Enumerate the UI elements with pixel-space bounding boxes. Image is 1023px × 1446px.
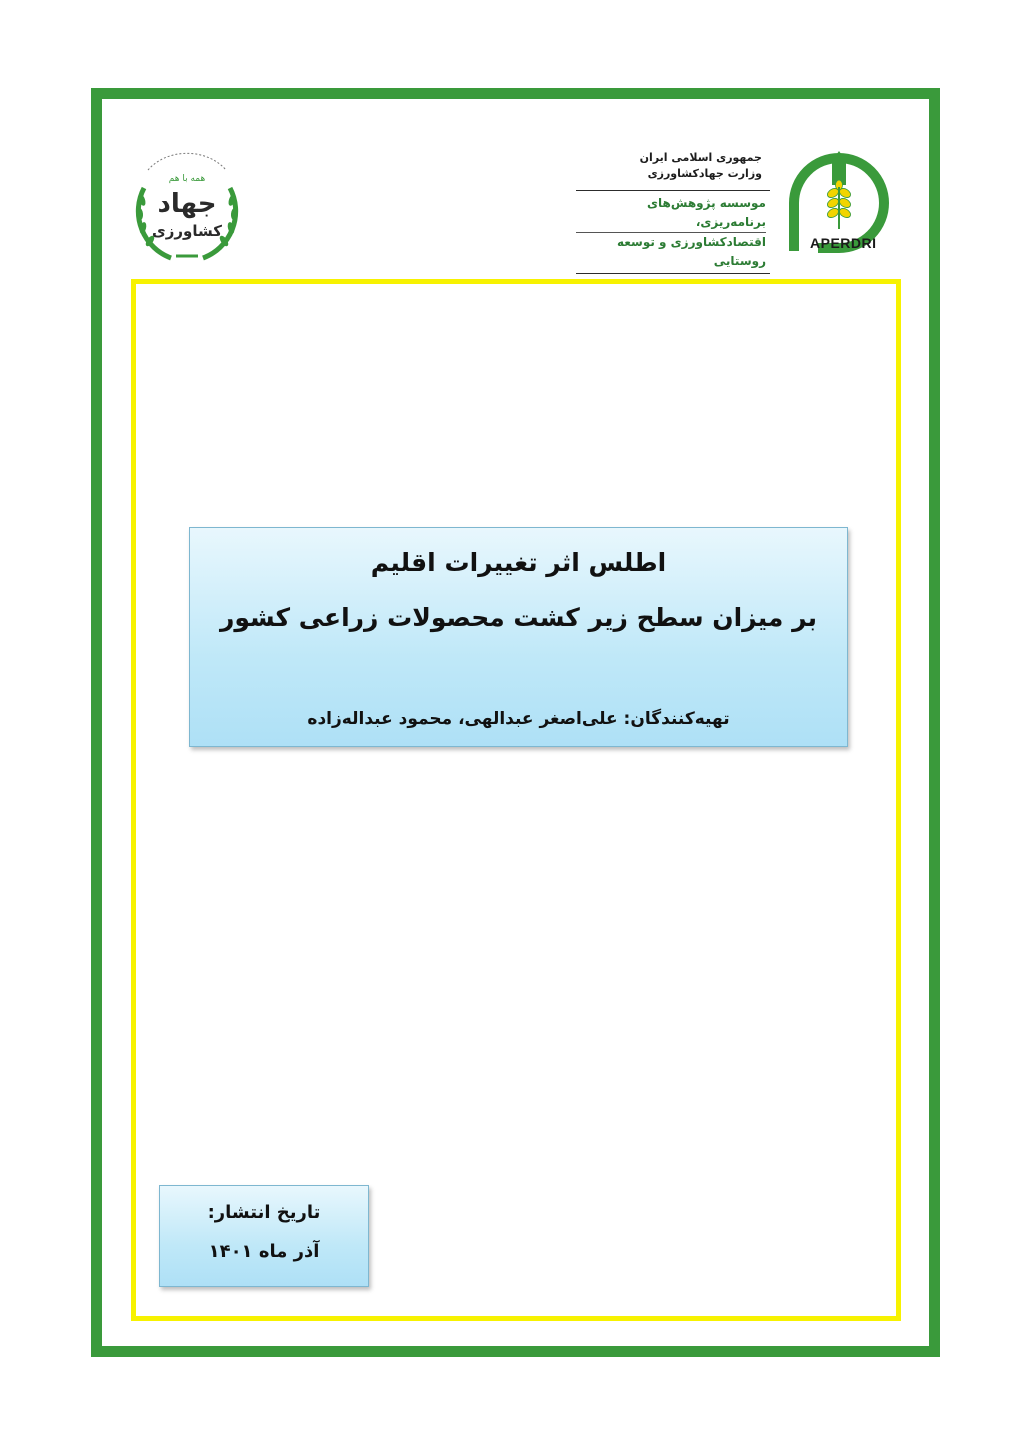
jahad-logo-main-text: جهاد — [157, 189, 217, 219]
country-name: جمهوری اسلامی ایران — [639, 151, 762, 164]
jahad-logo-icon — [126, 148, 248, 266]
jahad-keshavarzi-logo — [126, 148, 248, 266]
institute-name-line1: موسسه پژوهش‌های برنامه‌ریزی، — [647, 196, 766, 229]
jahad-logo-sub-text: کشاورزی — [152, 222, 222, 240]
publication-date-value: آذر ماه ۱۴۰۱ — [208, 1241, 320, 1262]
jahad-logo-top-text: همه با هم — [168, 174, 206, 184]
document-title-line2: بر میزان سطح زیر کشت محصولات زراعی کشور — [219, 603, 818, 632]
publication-date-box — [159, 1185, 369, 1287]
ministry-name: وزارت جهادکشاورزی — [647, 167, 762, 180]
authors-line: تهیه‌کنندگان: علی‌اصغر عبدالهی، محمود عبداله‌زاده — [307, 709, 730, 729]
institute-name-box — [576, 190, 770, 274]
inner-yellow-frame — [131, 279, 901, 1321]
title-box — [189, 527, 848, 747]
document-title-line1: اطلس اثر تغییرات اقلیم — [370, 548, 667, 577]
institute-name-line2: اقتصادکشاورزی و توسعه روستایی — [576, 232, 766, 271]
institute-header — [530, 150, 770, 274]
publication-date-label: تاریخ انتشار: — [207, 1202, 321, 1223]
aperdri-logo-text: APERDRI — [810, 235, 877, 251]
